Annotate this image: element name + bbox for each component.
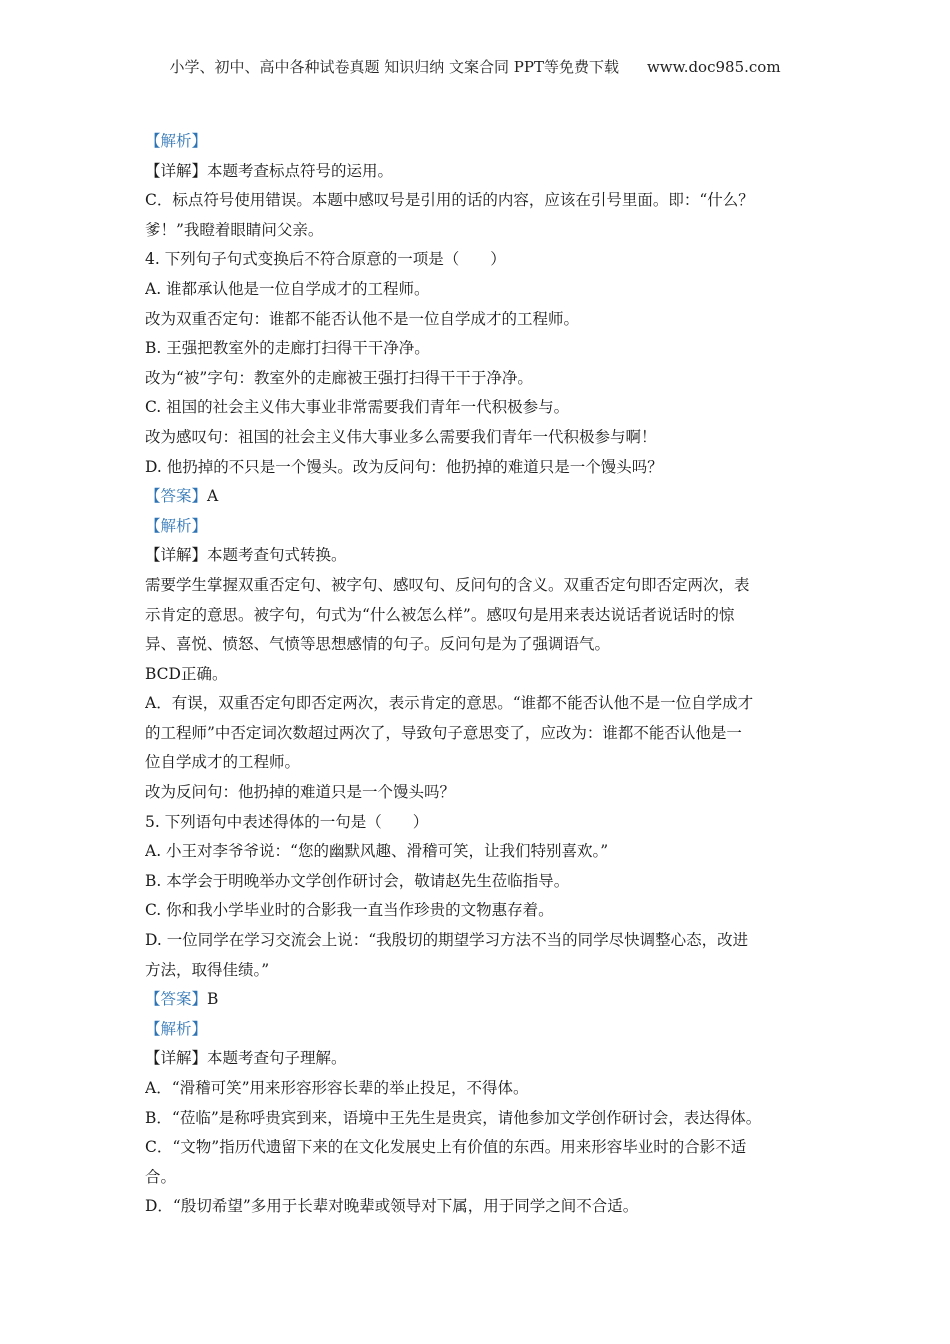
text-line (145, 1133, 815, 1163)
line-text: 爹！”我瞪着眼睛问父亲。 (145, 220, 324, 239)
line-text: A. 小王对李爷爷说：“您的幽默风趣、滑稽可笑，让我们特别喜欢。” (145, 842, 609, 861)
text-line (145, 305, 815, 335)
text-line (145, 748, 815, 778)
text-line (145, 837, 815, 867)
header-text: 小学、初中、高中各种试卷真题 知识归纳 文案合同 PPT等免费下载 (169, 58, 619, 76)
document-body (145, 127, 815, 1222)
line-text: C. 你和我小学毕业时的合影我一直当作珍贵的文物惠存着。 (145, 901, 554, 920)
line-text: C．标点符号使用错误。本题中感叹号是引用的话的内容，应该在引号里面。即：“什么？ (145, 191, 754, 210)
text-line (145, 956, 815, 986)
line-text: 异、喜悦、愤怒、气愤等思想感情的句子。反问句是为了强调语气。 (145, 635, 611, 654)
line-text: 【详解】本题考查句式转换。 (145, 546, 347, 565)
text-line (145, 186, 815, 216)
line-text: A．有误，双重否定句即否定两次，表示肯定的意思。“谁都不能否认他不是一位自学成才 (145, 694, 754, 713)
text-line (145, 660, 815, 690)
line-text: 5. 下列语句中表述得体的一句是（ ） (145, 812, 429, 831)
line-text: B．“莅临”是称呼贵宾到来，语境中王先生是贵宾，请他参加文学创作研讨会，表达得体。 (145, 1108, 762, 1127)
text-line (145, 423, 815, 453)
text-line (145, 985, 815, 1015)
text-line (145, 896, 815, 926)
text-line (145, 393, 815, 423)
text-line (145, 216, 815, 246)
text-line (145, 867, 815, 897)
line-text: C．“文物”指历代遗留下来的在文化发展史上有价值的东西。用来形容毕业时的合影不适 (145, 1138, 747, 1157)
line-text: A. 谁都承认他是一位自学成才的工程师。 (145, 279, 430, 298)
text-line (145, 245, 815, 275)
line-text: 改为感叹句：祖国的社会主义伟大事业多么需要我们青年一代积极参与啊！ (145, 427, 657, 446)
text-line (145, 541, 815, 571)
text-line (145, 808, 815, 838)
section-tag: 【解析】 (145, 132, 208, 150)
text-line (145, 482, 815, 512)
text-line (145, 127, 815, 157)
text-line (145, 275, 815, 305)
text-line (145, 512, 815, 542)
line-text: 【详解】本题考查句子理解。 (145, 1049, 347, 1068)
line-text: D．“殷切希望”多用于长辈对晚辈或领导对下属，用于同学之间不合适。 (145, 1197, 639, 1216)
text-line (145, 571, 815, 601)
line-text: 位自学成才的工程师。 (145, 753, 301, 772)
line-text: 改为双重否定句：谁都不能否认他不是一位自学成才的工程师。 (145, 309, 580, 328)
text-line (145, 1192, 815, 1222)
text-line (145, 1104, 815, 1134)
line-text: D. 一位同学在学习交流会上说：“我殷切的期望学习方法不当的同学尽快调整心态，改进 (145, 931, 749, 950)
line-text: 示肯定的意思。被字句，句式为“什么被怎么样”。感叹句是用来表达说话者说话时的惊 (145, 605, 735, 624)
text-line (145, 1163, 815, 1193)
text-line (145, 1044, 815, 1074)
text-line (145, 364, 815, 394)
line-text: 方法，取得佳绩。” (145, 960, 270, 979)
section-tag: 【答案】 (145, 487, 208, 506)
text-line (145, 1074, 815, 1104)
section-tag: 【解析】 (145, 1019, 208, 1038)
text-line (145, 926, 815, 956)
line-text: 【详解】本题考查标点符号的运用。 (145, 161, 394, 180)
text-line (145, 719, 815, 749)
line-text: 改为反问句：他扔掉的难道只是一个馒头吗？ (145, 783, 456, 802)
text-line (145, 630, 815, 660)
line-text: A．“滑稽可笑”用来形容形容长辈的举止投足，不得体。 (145, 1079, 529, 1097)
line-text: B. 本学会于明晚举办文学创作研讨会，敬请赵先生莅临指导。 (145, 871, 570, 890)
line-text: BCD正确。 (145, 664, 228, 683)
section-tag: 【答案】 (145, 990, 208, 1009)
text-line (145, 601, 815, 631)
line-text: 的工程师”中否定词次数超过两次了，导致句子意思变了，应改为：谁都不能否认他是一 (145, 723, 742, 742)
line-text: A (207, 487, 219, 506)
text-line (145, 778, 815, 808)
page-header (0, 56, 950, 77)
text-line (145, 334, 815, 364)
line-text: 需要学生掌握双重否定句、被字句、感叹句、反问句的含义。双重否定句即否定两次，表 (145, 575, 750, 594)
header-url: www.doc985.com (646, 58, 781, 76)
line-text: 4. 下列句子句式变换后不符合原意的一项是（ ） (145, 250, 506, 269)
line-text: C. 祖国的社会主义伟大事业非常需要我们青年一代积极参与。 (145, 398, 570, 417)
text-line (145, 689, 815, 719)
section-tag: 【解析】 (145, 516, 208, 535)
text-line (145, 157, 815, 187)
line-text: 改为“被”字句：教室外的走廊被王强打扫得干干于净净。 (145, 368, 533, 387)
line-text: B (207, 990, 219, 1009)
line-text: B. 王强把教室外的走廊打扫得干干净净。 (145, 339, 430, 358)
line-text: D. 他扔掉的不只是一个馒头。改为反问句：他扔掉的难道只是一个馒头吗？ (145, 457, 663, 476)
line-text: 合。 (145, 1167, 177, 1186)
text-line (145, 1015, 815, 1045)
text-line (145, 453, 815, 483)
